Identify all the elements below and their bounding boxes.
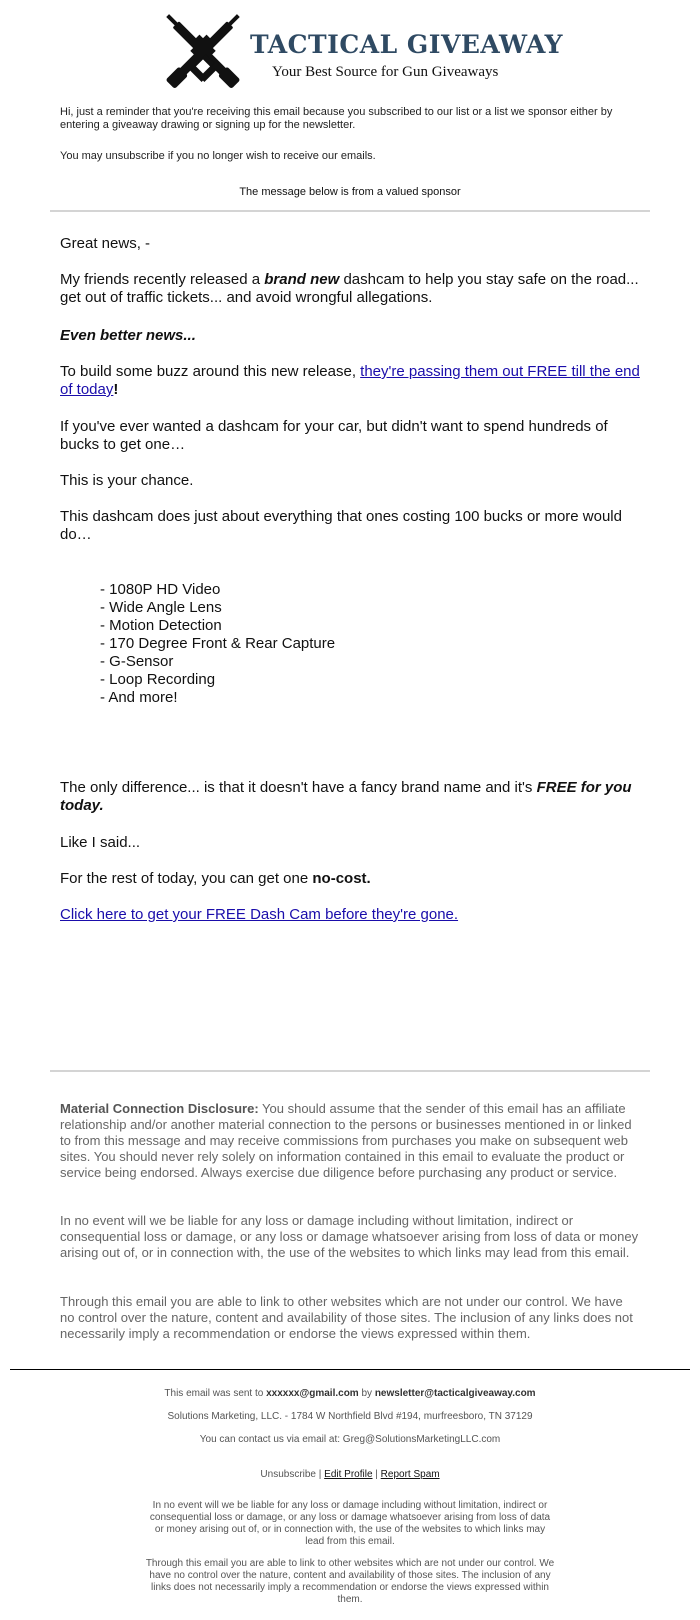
p6-pre: The only difference... is that it doesn't have a fancy brand name and it's <box>60 779 537 796</box>
p8-bold: no-cost. <box>312 870 371 887</box>
paragraph-intro <box>60 271 640 307</box>
feature-item: - Loop Recording <box>100 671 216 688</box>
free-till-today-link[interactable]: they're passing them out FREE till the end of today <box>60 363 640 398</box>
feature-item: - 1080P HD Video <box>100 581 221 598</box>
paragraph-wanted: If you've ever wanted a dashcam for your car, but didn't want to spend hundreds of bucks to get one… <box>60 418 608 453</box>
disclosure-text: You should assume that the sender of this email has an affiliate relationship and/or another material connection to the persons or businesses mentioned in or linked to from this message and may receive commissions from purchases you make on subsequent web sites. You should never rely solely on information contained in this email to evaluate the product or service being endorsed. Always exercise due diligence before purchasing any product or service. <box>60 1101 632 1180</box>
sent-mid: by <box>358 1388 375 1399</box>
crossed-rifles-icon <box>158 10 248 96</box>
greeting: Great news, - <box>60 235 151 252</box>
feature-item: - And more! <box>100 689 178 706</box>
footer-external-links: Through this email you are able to link to other websites which are not under our control. We have no control over the nature, content and availability of those sites. The inclusion of any links does not necessarily imply a recommendation or endorse the views expressed within them. <box>145 1558 555 1605</box>
divider-top <box>50 210 650 212</box>
sponsor-line: The message below is from a valued sponsor <box>239 186 461 198</box>
feature-item: - Wide Angle Lens <box>100 599 222 616</box>
sent-pre: This email was sent to <box>164 1388 267 1399</box>
even-better-text: Even better news... <box>60 327 196 344</box>
external-links-paragraph: Through this email you are able to link to other websites which are not under our control. We have no control over the nature, content and availability of those sites. The inclusion of any links does not necessarily imply a recommendation or endorse the views expressed within them. <box>60 1294 633 1341</box>
feature-item: - Motion Detection <box>100 617 222 634</box>
company-address: Solutions Marketing, LLC. - 1784 W Northfield Blvd #194, murfreesboro, TN 37129 <box>167 1411 533 1422</box>
disclosure-paragraph <box>60 1101 640 1181</box>
p8-pre: For the rest of today, you can get one <box>60 870 313 887</box>
paragraph-rest-of-today <box>60 870 640 888</box>
sender-email: newsletter@tacticalgiveaway.com <box>374 1388 536 1399</box>
p2-bang: ! <box>113 381 119 398</box>
feature-list <box>100 581 335 707</box>
paragraph-like-i-said: Like I said... <box>60 834 141 851</box>
paragraph-does-everything: This dashcam does just about everything that ones costing 100 bucks or more would do… <box>60 508 622 543</box>
divider-bottom <box>50 1070 650 1072</box>
paragraph-buzz <box>60 363 640 399</box>
cta-paragraph <box>60 906 640 924</box>
recipient-email: xxxxxx@gmail.com <box>266 1388 359 1399</box>
paragraph-difference <box>60 779 640 815</box>
tactical-giveaway-logo <box>150 8 564 98</box>
unsubscribe-notice: You may unsubscribe if you no longer wish to receive our emails. <box>60 150 376 162</box>
logo-subtitle: Your Best Source for Gun Giveaways <box>272 64 499 80</box>
footer-divider <box>10 1369 690 1370</box>
paragraph-chance: This is your chance. <box>60 472 194 489</box>
liability-paragraph: In no event will we be liable for any loss or damage including without limitation, indirect or consequential loss or damage, or any loss or damage whatsoever arising from loss of data or money arising out of, or in connection with, the use of the websites to which links may lead from this email. <box>60 1213 639 1260</box>
cta-link[interactable]: Click here to get your FREE Dash Cam before they're gone. <box>60 906 459 923</box>
subscription-notice: Hi, just a reminder that you're receiving this email because you subscribed to our list or a list we sponsor either by entering a giveaway drawing or signing up for the newsletter. <box>60 106 613 131</box>
contact-line: You can contact us via email at: Greg@SolutionsMarketingLLC.com <box>199 1434 501 1445</box>
footer-liability: In no event will we be liable for any loss or damage including without limitation, indirect or consequential loss or damage, or any loss or damage whatsoever arising from loss of data or money arising out of, or in connection with, the use of the websites to which links may lead from this email. <box>149 1500 551 1547</box>
feature-item: - 170 Degree Front & Rear Capture <box>100 635 336 652</box>
p2-pre: To build some buzz around this new release, <box>60 363 361 380</box>
edit-profile-link[interactable]: Edit Profile <box>324 1469 373 1480</box>
p6-emphasis: FREE for you today. <box>60 779 632 814</box>
link-separator: | <box>372 1469 381 1480</box>
p1-emphasis: brand new <box>264 271 340 288</box>
p1-post: dashcam to help you stay safe on the road... get out of traffic tickets... and avoid wrongful allegations. <box>60 271 639 306</box>
disclosure-label: Material Connection Disclosure: <box>60 1101 259 1116</box>
report-spam-link[interactable]: Report Spam <box>380 1469 440 1480</box>
feature-item: - G-Sensor <box>100 653 174 670</box>
unsubscribe-link[interactable]: Unsubscribe <box>260 1469 316 1480</box>
sent-to-line <box>0 1388 700 1400</box>
link-separator: | <box>316 1469 325 1480</box>
footer-links <box>0 1469 700 1481</box>
logo-title: TACTICAL GIVEAWAY <box>250 30 564 59</box>
even-better-heading <box>60 327 640 345</box>
p1-pre: My friends recently released a <box>60 271 265 288</box>
